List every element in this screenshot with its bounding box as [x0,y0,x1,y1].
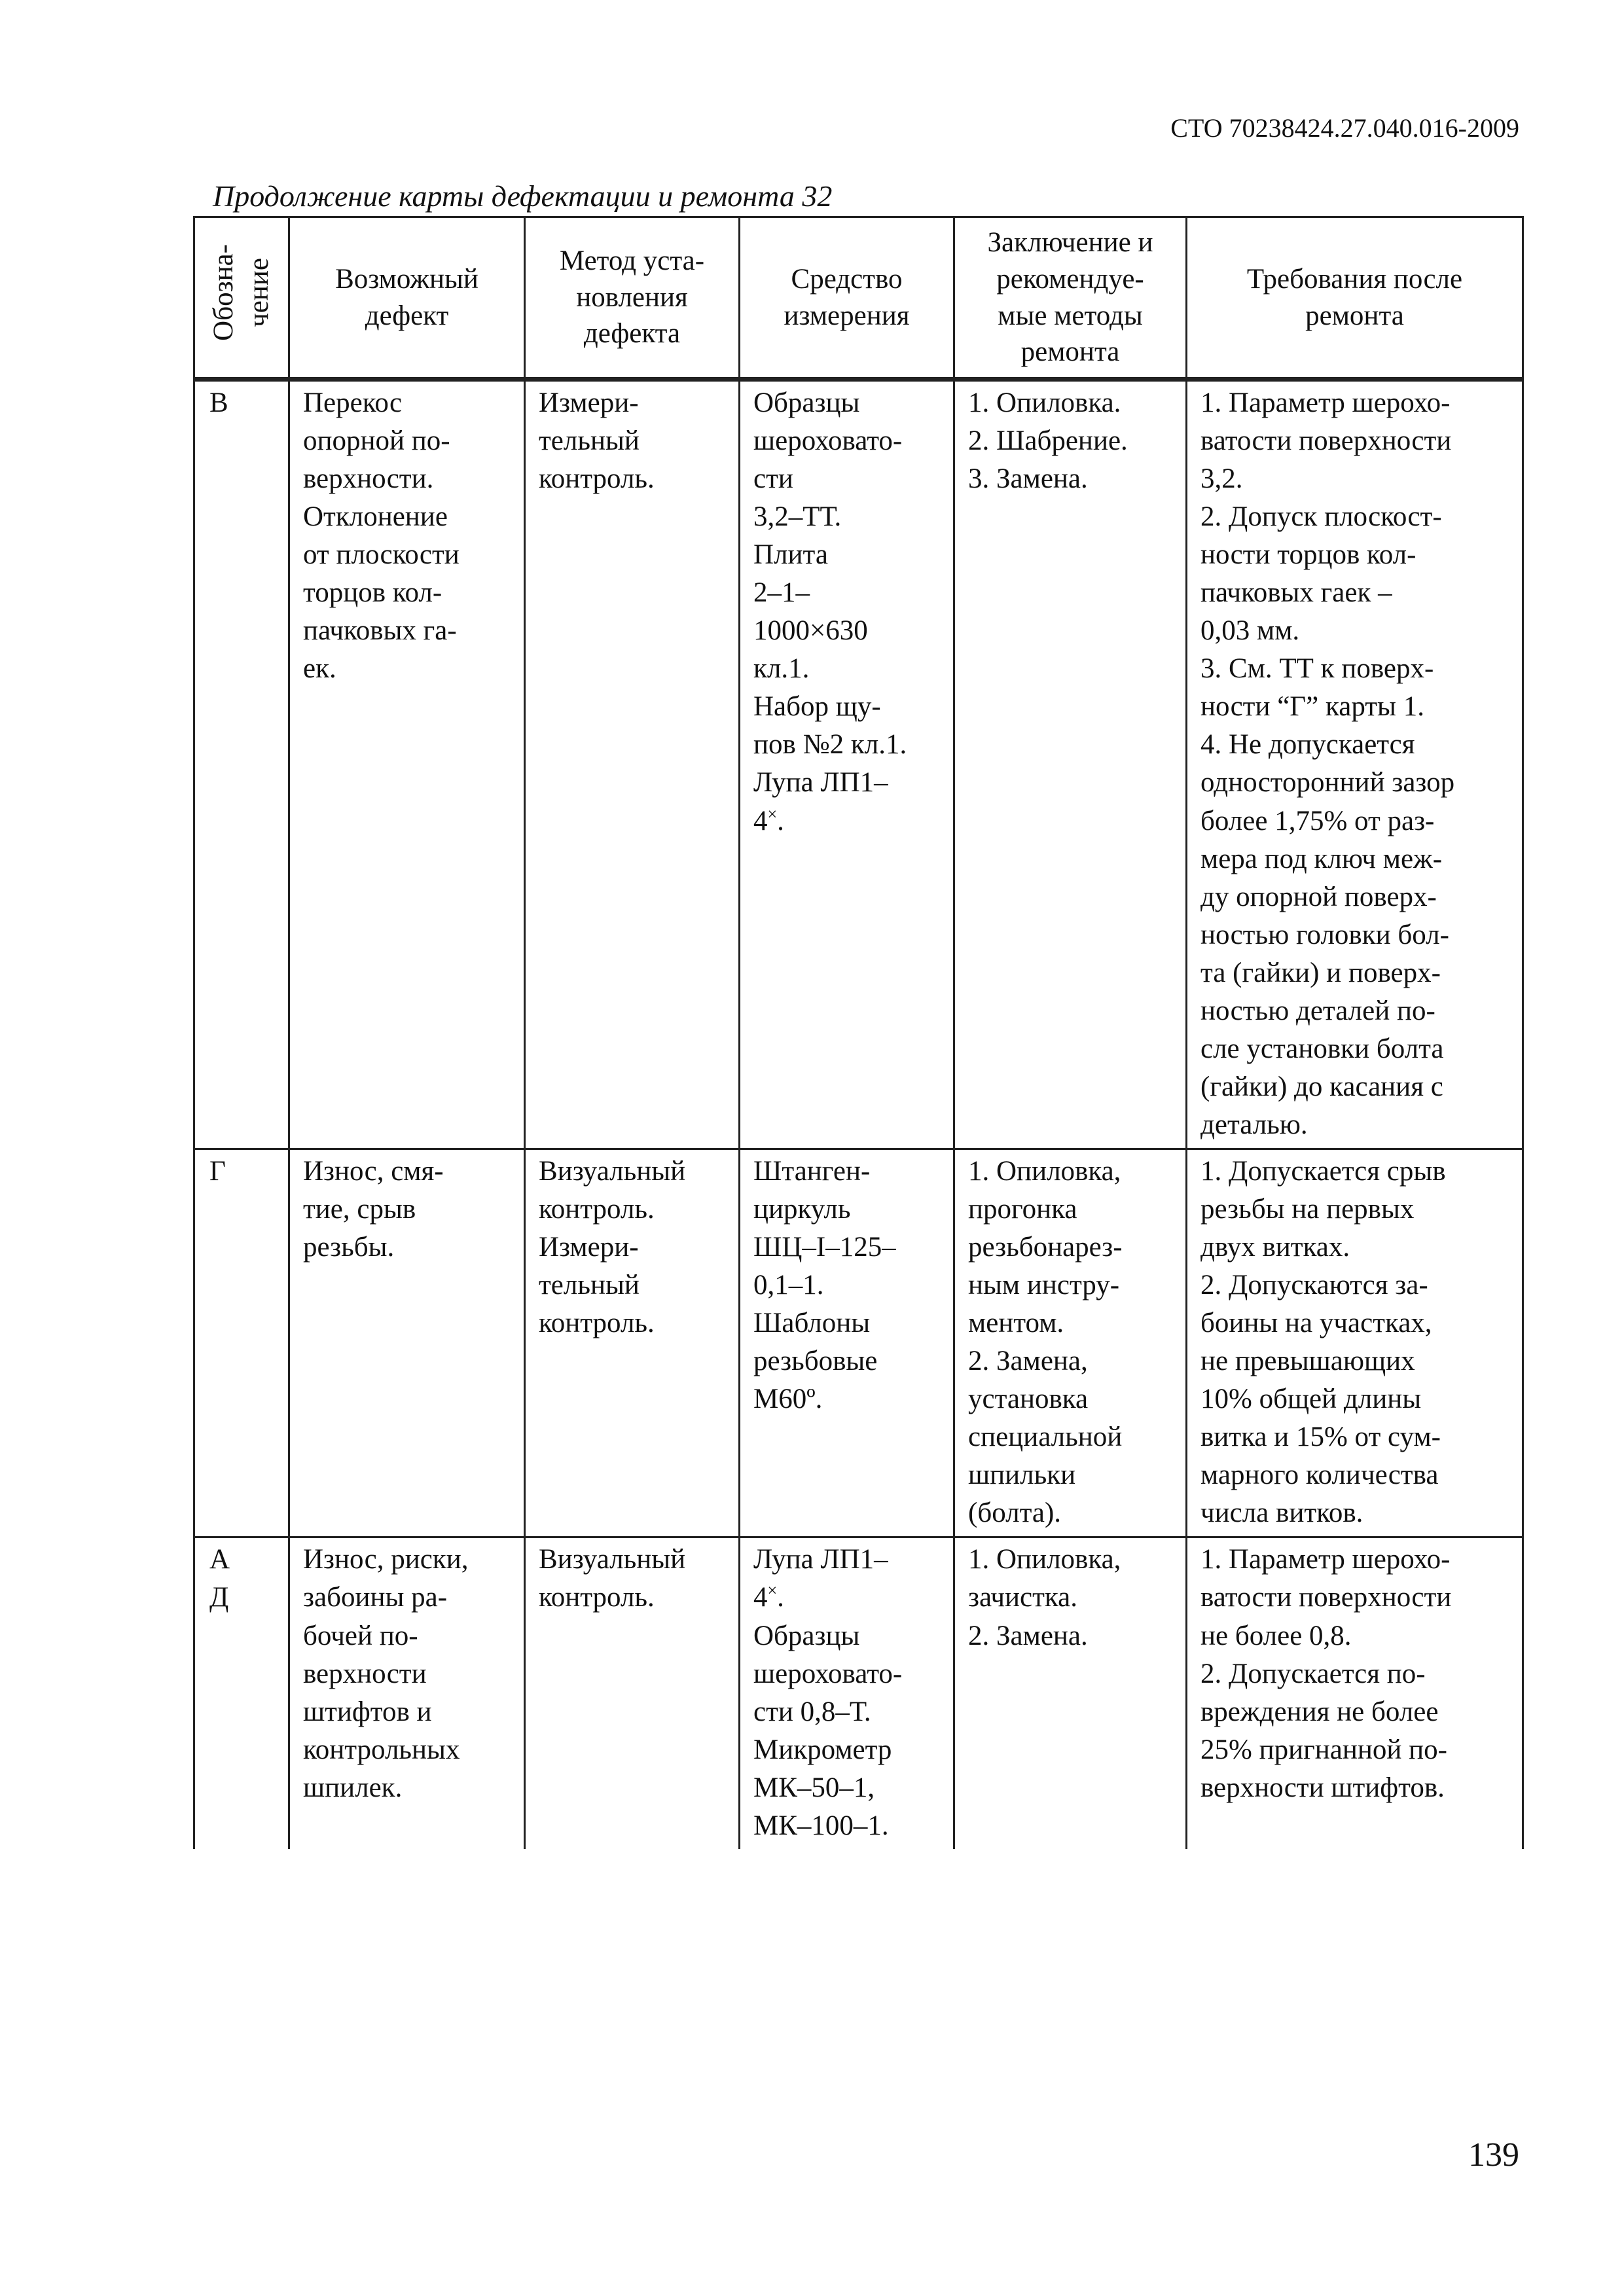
magnification-value: 4×. [753,804,784,836]
header-designation-text: Обозна- чение [208,244,274,341]
cell-defect: Износ, риски, забоины ра- бочей по- верхности штифтов и контрольных шпилек. [289,1537,525,1849]
cell-tool: Лупа ЛП1– 4×. Образцы шероховато- сти 0,8–Т. Микрометр МК–50–1, МК–100–1. [740,1537,954,1849]
table-row [194,380,1523,1149]
header-tool: Средство измерения [740,217,954,380]
cell-requirements: 1. Допускается срыв резьбы на первых двух витках. 2. Допускаются за- боины на участках, не превышающих 10% общей длины витка и 15% от сум- марного количества числа витков. [1187,1149,1523,1537]
header-method: Метод уста- новления дефекта [525,217,740,380]
magnification-value: 4×. [753,1581,784,1613]
cell-method: Визуальный контроль. [525,1537,740,1849]
cell-requirements: 1. Параметр шерохо- ватости поверхности 3,2. 2. Допуск плоскост- ности торцов кол- пачковых гаек – 0,03 мм. 3. См. ТТ к поверх- ности “Г” карты 1. 4. Не допускается односторонний зазор более 1,75% от раз- мера под ключ меж- ду опорной поверх- ностью головки бол- та (гайки) и поверх- ностью деталей по- сле установки болта (гайки) до касания с деталью. [1187,380,1523,1149]
table-caption: Продолжение карты дефектации и ремонта 32 [213,179,833,213]
cell-conclusion: 1. Опиловка. 2. Шабрение. 3. Замена. [954,380,1187,1149]
header-requirements: Требования после ремонта [1187,217,1523,380]
table-header-row [194,217,1523,380]
cell-tool: Образцы шероховато- сти 3,2–ТТ. Плита 2–1– 1000×630 кл.1. Набор щу- пов №2 кл.1. Лупа ЛП1– 4×. [740,380,954,1149]
header-conclusion: Заключение и рекомендуе- мые методы ремонта [954,217,1187,380]
cell-defect: Износ, смя- тие, срыв резьбы. [289,1149,525,1537]
cell-conclusion: 1. Опиловка, прогонка резьбонарез- ным инстру- ментом. 2. Замена, установка специальной шпильки (болта). [954,1149,1187,1537]
header-defect: Возможный дефект [289,217,525,380]
table-row [194,1149,1523,1537]
table-row [194,1537,1523,1849]
cell-requirements: 1. Параметр шерохо- ватости поверхности не более 0,8. 2. Допускается по- вреждения не более 25% пригнанной по- верхности штифтов. [1187,1537,1523,1849]
header-designation [194,217,289,380]
page-number: 139 [1468,2136,1519,2174]
defect-repair-table [193,216,1524,1849]
cell-code: В [194,380,289,1149]
document-code: СТО 70238424.27.040.016-2009 [1170,113,1519,143]
cell-code: Г [194,1149,289,1537]
cell-method: Визуальный контроль. Измери- тельный контроль. [525,1149,740,1537]
cell-code: А Д [194,1537,289,1849]
cell-defect: Перекос опорной по- верхности. Отклонение от плоскости торцов кол- пачковых га- ек. [289,380,525,1149]
cell-tool: Штанген- циркуль ШЦ–I–125– 0,1–1. Шаблоны резьбовые М60º. [740,1149,954,1537]
cell-method: Измери- тельный контроль. [525,380,740,1149]
cell-conclusion: 1. Опиловка, зачистка. 2. Замена. [954,1537,1187,1849]
